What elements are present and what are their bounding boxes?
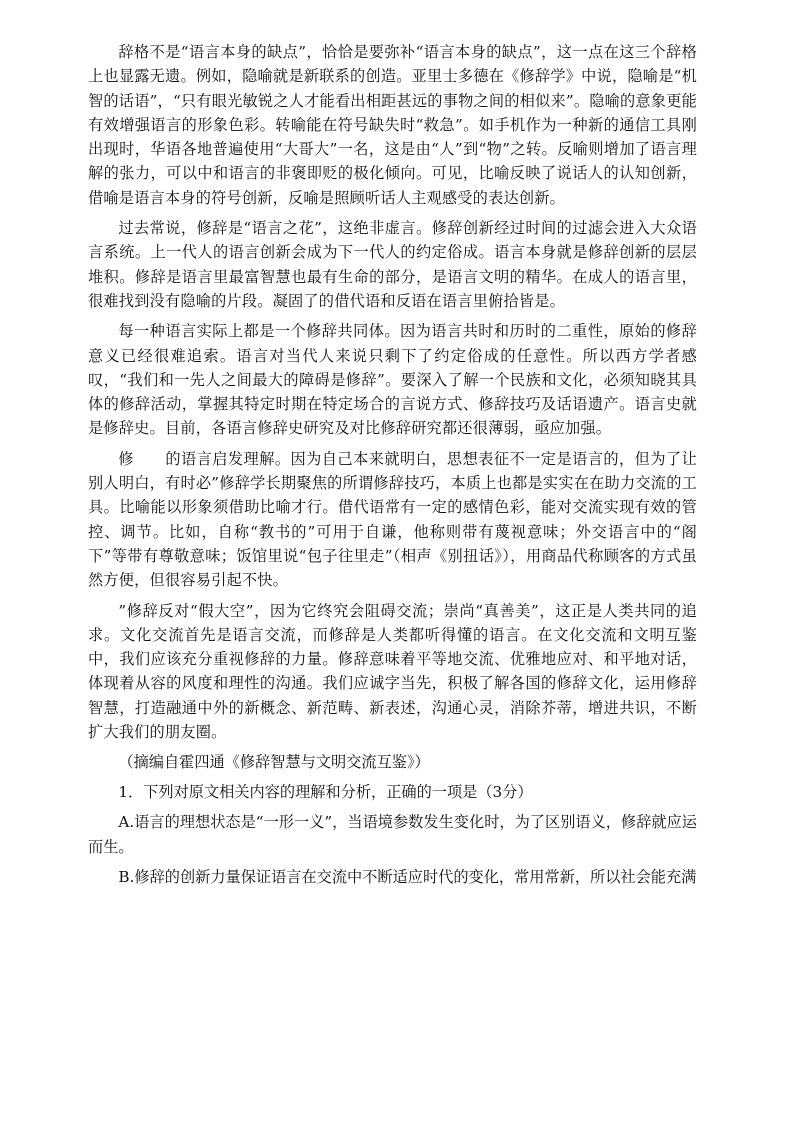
paragraph-1: 辞格不是“语言本身的缺点”，恰恰是要弥补“语言本身的缺点”，这一点在这三个辞格上也显露无遗。例如，隐喻就是新联系的创造。亚里士多德在《修辞学》中说，隐喻是“机智的话语”，“只有眼光敏锐之人才能看出相距甚远的事物之间的相似来”。隐喻的意象更能有效增强语言的形象色彩。转喻能在符号缺失时“救急”。如手机作为一种新的通信工具刚出现时，华语各地普遍使用“大哥大”一名，这是由“人”到“物”之转。反喻则增加了语言理解的张力，可以中和语言的非褒即贬的极化倾向。可见，比喻反映了说话人的认知创新，借喻是语言本身的符号创新，反喻是照顾听话人主观感受的表达创新。: [88, 43, 697, 207]
paragraph-2: 过去常说，修辞是“语言之花”，这绝非虚言。修辞创新经过时间的过滤会进入大众语言系统。上一代人的语言创新会成为下一代人的约定俗成。语言本身就是修辞创新的层层堆积。修辞是语言里最富智慧也最有生命的部分，是语言文明的精华。在成人的语言里，很难找到没有隐喻的片段。凝固了的借代语和反语在语言里俯拾皆是。: [88, 219, 697, 310]
question-stem: 1．下列对原文相关内容的理解和分析，正确的一项是（3分）: [118, 783, 533, 802]
source-citation: （摘编自霍四通《修辞智慧与文明交流互鉴》）: [118, 753, 430, 772]
option-b: B.修辞的创新力量保证语言在交流中不断适应时代的变化，常用常新，所以社会能充满: [118, 867, 697, 886]
option-a: A.语言的理想状态是“一形一义”，当语境参数发生变化时，为了区别语义，修辞就应运而生。: [88, 813, 697, 856]
paragraph-4: 修 的语言启发理解。因为自己本来就明白，思想表征不一定是语言的，但为了让别人明白，有时必”修辞学长期聚焦的所谓修辞技巧，本质上也都是实实在在助力交流的工具。比喻能以形象须借助比喻才行。借代语常有一定的感情色彩，能对交流实现有效的管控、调节。比如，自称“教书的”可用于自谦，他称则带有蔑视意味；外交语言中的“阁下”等带有尊敬意味；饭馆里说“包子往里走”（相声《别扭话》），用商品代称顾客的方式虽然方便，但很容易引起不快。: [88, 449, 697, 590]
paragraph-3: 每一种语言实际上都是一个修辞共同体。因为语言共时和历时的二重性，原始的修辞意义已经很难追索。语言对当代人来说只剩下了约定俗成的任意性。所以西方学者感叹，“我们和一先人之间最大的障碍是修辞”。要深入了解一个民族和文化，必须知晓其具体的修辞活动，掌握其特定时期在特定场合的言说方式、修辞技巧及话语遗产。语言史就是修辞史。目前，各语言修辞史研究及对比修辞研究都还很薄弱，亟应加强。: [88, 322, 697, 438]
paragraph-5: ”修辞反对“假大空”，因为它终究会阻碍交流；崇尚“真善美”，这正是人类共同的追求。文化交流首先是语言交流，而修辞是人类都听得懂的语言。在文化交流和文明互鉴中，我们应该充分重视修辞的力量。修辞意味着平等地交流、优雅地应对、和平地对话，体现着从容的风度和理性的沟通。我们应诚字当先，积极了解各国的修辞文化，运用修辞智慧，打造融通中外的新概念、新范畴、新表述，沟通心灵，消除芥蒂，增进共识，不断扩大我们的朋友圈。: [88, 601, 697, 742]
